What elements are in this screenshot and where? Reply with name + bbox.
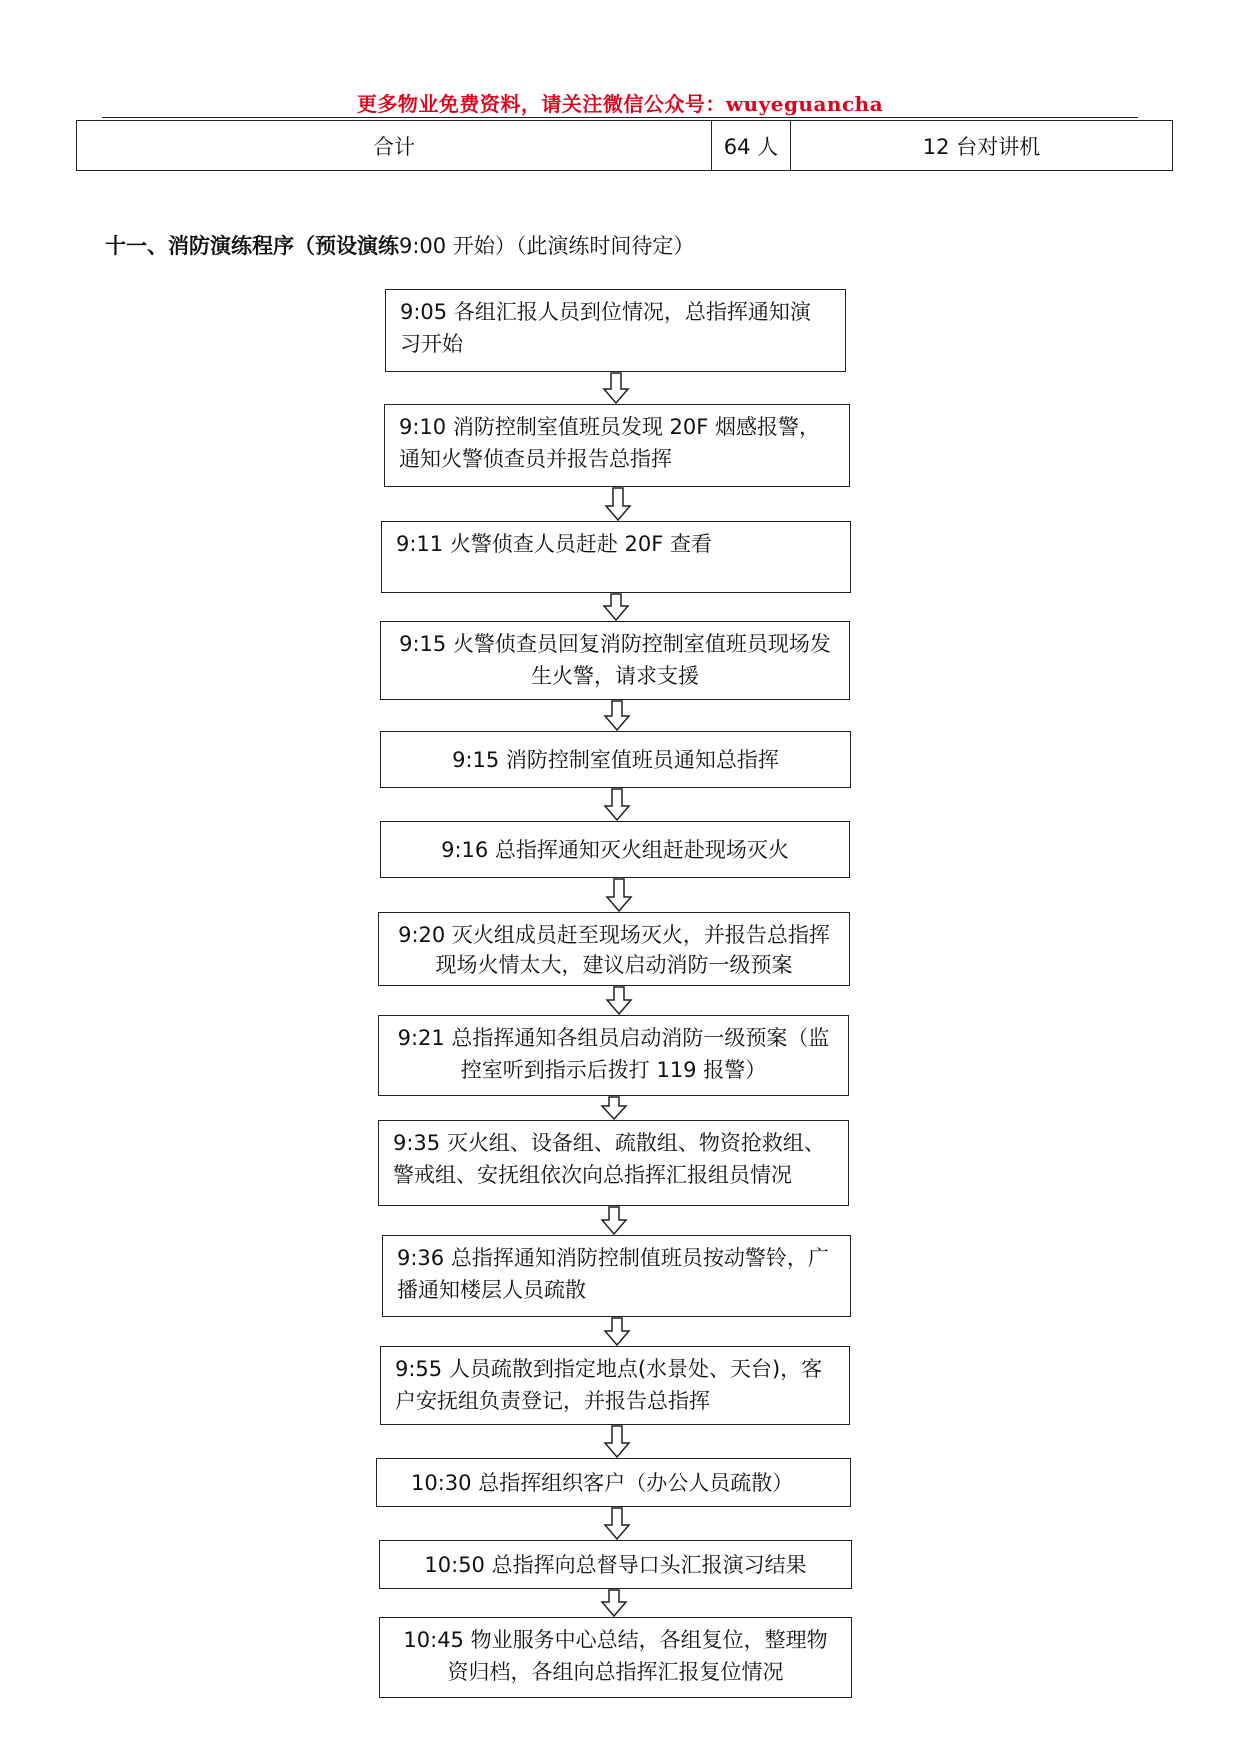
flow-step xyxy=(378,1015,849,1096)
header-note: 更多物业免费资料，请关注微信公众号：wuyeguancha xyxy=(356,92,884,116)
section-heading xyxy=(105,230,694,260)
flow-step-text: 9:11 火警侦查人员赶赴 20F 查看 xyxy=(396,532,712,556)
flow-step-text: 10:50 总指挥向总督导口头汇报演习结果 xyxy=(424,1552,807,1577)
down-arrow-icon xyxy=(603,986,635,1015)
flow-step xyxy=(376,1458,851,1507)
down-arrow-icon xyxy=(598,1206,630,1235)
down-arrow-icon xyxy=(601,1317,633,1346)
down-arrow-icon xyxy=(598,1589,630,1617)
flow-step xyxy=(385,289,846,372)
flow-step-text: 9:10 消防控制室值班员发现 20F 烟感报警，通知火警侦查员并报告总指挥 xyxy=(399,415,820,471)
flow-step xyxy=(380,821,850,878)
header-rule xyxy=(102,117,1138,118)
flow-step xyxy=(380,621,850,700)
down-arrow-icon xyxy=(601,1425,633,1458)
down-arrow-icon xyxy=(598,1096,630,1120)
flow-step-text: 9:20 灭火组成员赶至现场灭火，并报告总指挥现场火情太大，建议启动消防一级预案 xyxy=(398,923,830,977)
down-arrow-icon xyxy=(602,487,634,521)
down-arrow-icon xyxy=(603,878,635,912)
flow-step-text: 9:21 总指挥通知各组员启动消防一级预案（监控室听到指示后拨打 119 报警） xyxy=(397,1026,830,1082)
down-arrow-icon xyxy=(600,372,632,404)
down-arrow-icon xyxy=(601,1507,633,1540)
summary-row xyxy=(77,121,1173,171)
flow-step-text: 10:45 物业服务中心总结，各组复位，整理物资归档，各组向总指挥汇报复位情况 xyxy=(403,1628,828,1684)
flow-step xyxy=(378,912,850,986)
down-arrow-icon xyxy=(601,700,633,731)
summary-table xyxy=(76,120,1173,171)
summary-label: 合计 xyxy=(77,121,712,171)
flow-step-text: 10:30 总指挥组织客户（办公人员疏散） xyxy=(411,1470,794,1495)
flow-step xyxy=(380,731,851,788)
section-time-note: 9:00 开始）（此演练时间待定） xyxy=(399,234,695,258)
flow-step xyxy=(381,521,851,593)
down-arrow-icon xyxy=(601,788,633,821)
summary-people: 64 人 xyxy=(712,121,791,171)
flow-step-text: 9:35 灭火组、设备组、疏散组、物资抢救组、警戒组、安抚组依次向总指挥汇报组员情况 xyxy=(393,1131,825,1187)
flow-step xyxy=(379,1617,852,1698)
summary-equipment: 12 台对讲机 xyxy=(791,121,1173,171)
flow-step-text: 9:36 总指挥通知消防控制值班员按动警铃，广播通知楼层人员疏散 xyxy=(397,1246,829,1302)
flow-step xyxy=(379,1540,852,1589)
flow-step xyxy=(378,1120,849,1206)
section-title: 十一、消防演练程序（预设演练 xyxy=(105,234,399,258)
flow-step-text: 9:05 各组汇报人员到位情况，总指挥通知演习开始 xyxy=(400,300,811,356)
flow-step xyxy=(380,1346,850,1425)
flow-step-text: 9:16 总指挥通知灭火组赶赴现场灭火 xyxy=(441,837,789,862)
down-arrow-icon xyxy=(600,593,632,621)
flow-step-text: 9:15 火警侦查员回复消防控制室值班员现场发生火警，请求支援 xyxy=(399,632,831,688)
flow-step xyxy=(384,404,850,487)
flow-step-text: 9:55 人员疏散到指定地点(水景处、天台)，客户安抚组负责登记，并报告总指挥 xyxy=(395,1357,823,1413)
flow-step-text: 9:15 消防控制室值班员通知总指挥 xyxy=(452,747,779,772)
flow-step xyxy=(382,1235,851,1317)
